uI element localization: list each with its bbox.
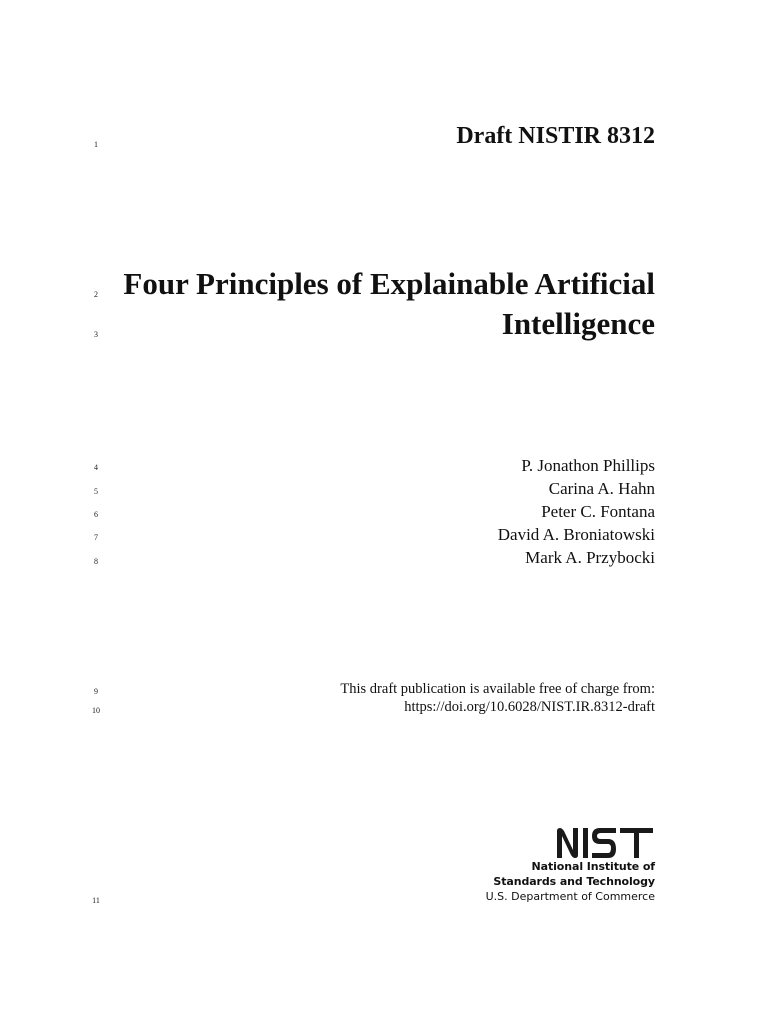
line-number: 10 xyxy=(92,706,100,715)
title-line-1: Four Principles of Explainable Artificial xyxy=(123,266,655,301)
line-number: 4 xyxy=(94,463,98,472)
nist-standards-line: Standards and Technology xyxy=(493,875,655,888)
line-number: 3 xyxy=(94,330,98,339)
line-number: 9 xyxy=(94,687,98,696)
line-number: 7 xyxy=(94,533,98,542)
availability-note: This draft publication is available free of charge from: xyxy=(340,681,655,697)
author-name: P. Jonathon Phillips xyxy=(521,456,655,475)
nist-institute-line: National Institute of xyxy=(531,860,655,873)
line-number: 8 xyxy=(94,557,98,566)
title-line-2: Intelligence xyxy=(501,306,655,341)
author-name: David A. Broniatowski xyxy=(497,525,655,544)
author-name: Peter C. Fontana xyxy=(541,502,655,521)
line-number: 5 xyxy=(94,487,98,496)
author-name: Mark A. Przybocki xyxy=(525,548,655,567)
nist-logo-icon xyxy=(555,828,655,858)
line-number: 1 xyxy=(94,140,98,149)
nist-department-line: U.S. Department of Commerce xyxy=(485,890,655,903)
doi-link[interactable]: https://doi.org/10.6028/NIST.IR.8312-draft xyxy=(404,699,655,715)
line-number: 11 xyxy=(92,896,100,905)
author-name: Carina A. Hahn xyxy=(548,479,655,498)
report-number: Draft NISTIR 8312 xyxy=(456,123,655,149)
line-number: 2 xyxy=(94,290,98,299)
line-number: 6 xyxy=(94,510,98,519)
